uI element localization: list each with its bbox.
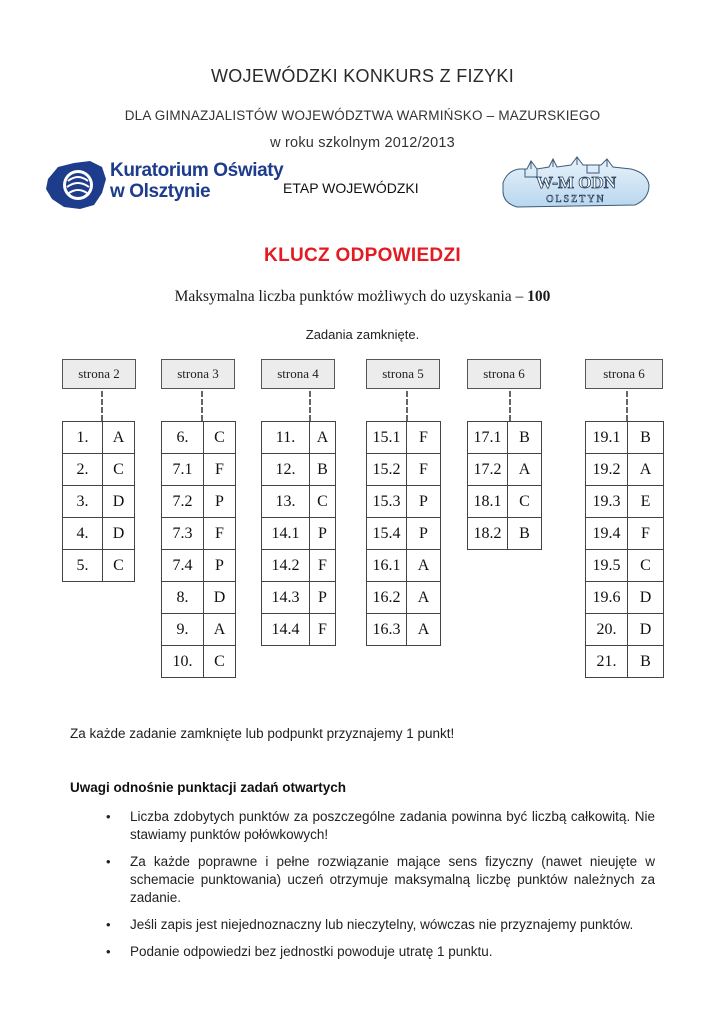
task-number: 15.3 (367, 486, 407, 518)
kuratorium-emblem-icon (44, 157, 110, 213)
connector-5 (509, 391, 511, 421)
answer-row (468, 422, 542, 454)
answer-row (162, 422, 236, 454)
page-box-2: strona 3 (161, 359, 235, 389)
task-answer: D (204, 582, 236, 614)
max-points-text: Maksymalna liczba punktów możliwych do uzyskania – (174, 288, 528, 305)
answer-row (586, 646, 664, 678)
answer-row (162, 486, 236, 518)
task-number: 16.3 (367, 614, 407, 646)
task-number: 18.2 (468, 518, 508, 550)
task-number: 19.1 (586, 422, 628, 454)
answer-row (162, 614, 236, 646)
rule-text: Jeśli zapis jest niejednoznaczny lub nieczytelny, wówczas nie przyznajemy punktów. (130, 917, 634, 932)
task-number: 7.4 (162, 550, 204, 582)
task-answer: A (628, 454, 664, 486)
task-number: 14.1 (262, 518, 310, 550)
task-answer: F (628, 518, 664, 550)
task-number: 18.1 (468, 486, 508, 518)
task-number: 15.1 (367, 422, 407, 454)
rule-item (100, 853, 655, 907)
answer-row (63, 518, 135, 550)
task-number: 19.5 (586, 550, 628, 582)
answer-row (367, 486, 441, 518)
task-answer: A (508, 454, 542, 486)
answer-row (586, 454, 664, 486)
task-answer: A (407, 550, 441, 582)
task-number: 16.1 (367, 550, 407, 582)
scoring-note: Za każde zadanie zamknięte lub podpunkt przyznajemy 1 punkt! (70, 726, 455, 741)
answer-row (262, 422, 336, 454)
connector-1 (101, 391, 103, 421)
kuratorium-name-line1: Kuratorium Oświaty (110, 160, 284, 181)
rule-item (100, 943, 655, 961)
answer-row (63, 550, 135, 582)
wmodn-line1: W-M ODN (535, 173, 617, 192)
task-number: 5. (63, 550, 103, 582)
document-title: WOJEWÓDZKI KONKURS Z FIZYKI (210, 66, 515, 86)
answer-row (63, 486, 135, 518)
task-answer: C (204, 422, 236, 454)
task-answer: C (310, 486, 336, 518)
answer-table-1 (62, 421, 135, 582)
task-number: 3. (63, 486, 103, 518)
task-number: 9. (162, 614, 204, 646)
answer-row (367, 582, 441, 614)
task-number: 1. (63, 422, 103, 454)
task-number: 11. (262, 422, 310, 454)
task-number: 2. (63, 454, 103, 486)
task-answer: F (407, 422, 441, 454)
answer-row (586, 422, 664, 454)
task-answer: C (508, 486, 542, 518)
task-number: 7.2 (162, 486, 204, 518)
answer-row (468, 486, 542, 518)
task-number: 14.2 (262, 550, 310, 582)
answer-table-4 (366, 421, 441, 646)
wmodn-logo (497, 155, 655, 211)
task-answer: F (310, 614, 336, 646)
answer-row (262, 582, 336, 614)
max-points-line (0, 288, 725, 306)
answer-table-5 (467, 421, 542, 550)
task-answer: P (204, 550, 236, 582)
task-number: 12. (262, 454, 310, 486)
answer-row (367, 422, 441, 454)
answer-row (162, 550, 236, 582)
answer-row (586, 582, 664, 614)
bullet-icon: • (106, 917, 111, 932)
page-box-6: strona 6 (585, 359, 663, 389)
school-year: w roku szkolnym 2012/2013 (270, 135, 455, 151)
page-box-1: strona 2 (62, 359, 136, 389)
task-number: 21. (586, 646, 628, 678)
task-number: 15.4 (367, 518, 407, 550)
max-points-value: 100 (527, 288, 551, 305)
task-number: 7.3 (162, 518, 204, 550)
answer-row (468, 518, 542, 550)
kuratorium-name-line2: w Olsztynie (110, 181, 211, 202)
answer-row (586, 550, 664, 582)
task-number: 8. (162, 582, 204, 614)
rule-text: Liczba zdobytych punktów za poszczególne zadania powinna być liczbą całkowitą. Nie stawiamy punktów połówkowych! (130, 809, 655, 842)
answer-row (162, 518, 236, 550)
task-number: 19.2 (586, 454, 628, 486)
connector-2 (201, 391, 203, 421)
task-answer: F (204, 518, 236, 550)
answer-row (367, 518, 441, 550)
task-number: 17.2 (468, 454, 508, 486)
task-number: 16.2 (367, 582, 407, 614)
task-answer: C (103, 550, 135, 582)
task-answer: P (204, 486, 236, 518)
wmodn-line2: OLSZTYN (546, 194, 606, 205)
task-answer: B (628, 422, 664, 454)
task-answer: D (103, 518, 135, 550)
answer-table-3 (261, 421, 336, 646)
open-tasks-heading: Uwagi odnośnie punktacji zadań otwartych (70, 780, 347, 795)
answer-row (262, 518, 336, 550)
task-answer: C (204, 646, 236, 678)
task-answer: A (103, 422, 135, 454)
answer-row (262, 614, 336, 646)
bullet-icon: • (106, 809, 111, 824)
task-answer: A (407, 614, 441, 646)
bullet-icon: • (106, 854, 111, 869)
answer-row (162, 646, 236, 678)
task-answer: F (310, 550, 336, 582)
task-number: 19.4 (586, 518, 628, 550)
task-number: 15.2 (367, 454, 407, 486)
answer-row (367, 614, 441, 646)
task-answer: B (508, 422, 542, 454)
kuratorium-logo (44, 157, 284, 213)
answer-row (262, 550, 336, 582)
task-number: 14.3 (262, 582, 310, 614)
answer-row (586, 614, 664, 646)
wmodn-emblem-icon (497, 155, 655, 211)
task-answer: D (628, 582, 664, 614)
rule-item (100, 808, 655, 844)
task-answer: E (628, 486, 664, 518)
answer-table-2 (161, 421, 236, 678)
connector-4 (406, 391, 408, 421)
page-box-5: strona 6 (467, 359, 541, 389)
answer-row (162, 582, 236, 614)
answer-table-6 (585, 421, 664, 678)
page-box-3: strona 4 (261, 359, 335, 389)
task-number: 6. (162, 422, 204, 454)
answer-row (586, 486, 664, 518)
task-answer: P (407, 518, 441, 550)
task-answer: A (407, 582, 441, 614)
task-answer: D (103, 486, 135, 518)
task-answer: P (310, 518, 336, 550)
connector-6 (626, 391, 628, 421)
task-answer: A (310, 422, 336, 454)
task-number: 19.6 (586, 582, 628, 614)
bullet-icon: • (106, 944, 111, 959)
task-number: 10. (162, 646, 204, 678)
page-box-4: strona 5 (366, 359, 440, 389)
task-answer: B (628, 646, 664, 678)
task-answer: F (407, 454, 441, 486)
answer-row (162, 454, 236, 486)
closed-tasks-label: Zadania zamknięte. (305, 327, 420, 342)
answer-key-title: KLUCZ ODPOWIEDZI (264, 245, 461, 266)
task-answer: P (407, 486, 441, 518)
connector-3 (309, 391, 311, 421)
task-number: 17.1 (468, 422, 508, 454)
rule-text: Podanie odpowiedzi bez jednostki powoduje utratę 1 punktu. (130, 944, 493, 959)
document-subtitle: DLA GIMNAZJALISTÓW WOJEWÓDZTWA WARMIŃSKO – MAZURSKIEGO (124, 108, 601, 123)
task-answer: C (103, 454, 135, 486)
task-answer: C (628, 550, 664, 582)
task-answer: A (204, 614, 236, 646)
rule-text: Za każde poprawne i pełne rozwiązanie mające sens fizyczny (nawet nieujęte w schemacie punktowania) uczeń otrzymuje maksymalną liczbę punktów należnych za zadanie. (130, 854, 655, 905)
answer-row (468, 454, 542, 486)
answer-row (262, 454, 336, 486)
task-answer: F (204, 454, 236, 486)
answer-row (367, 550, 441, 582)
task-answer: D (628, 614, 664, 646)
task-number: 13. (262, 486, 310, 518)
scoring-rules-list (100, 808, 655, 970)
answer-row (367, 454, 441, 486)
task-number: 19.3 (586, 486, 628, 518)
stage-label: ETAP WOJEWÓDZKI (283, 180, 419, 196)
answer-row (262, 486, 336, 518)
task-answer: P (310, 582, 336, 614)
rule-item (100, 916, 655, 934)
task-number: 4. (63, 518, 103, 550)
task-number: 20. (586, 614, 628, 646)
answer-row (63, 422, 135, 454)
answer-row (586, 518, 664, 550)
task-number: 14.4 (262, 614, 310, 646)
task-answer: B (310, 454, 336, 486)
task-number: 7.1 (162, 454, 204, 486)
task-answer: B (508, 518, 542, 550)
answer-row (63, 454, 135, 486)
